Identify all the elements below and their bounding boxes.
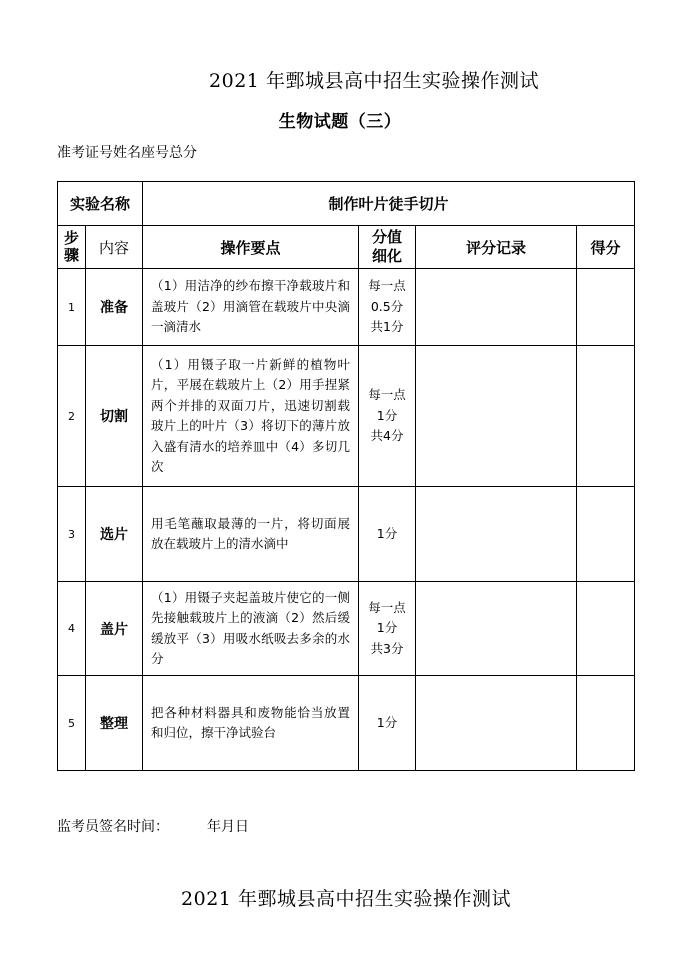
step-number: 3: [58, 487, 86, 582]
col-record: 评分记录: [416, 226, 577, 269]
operation-text: （1）用镊子夹起盖玻片使它的一侧先接触载玻片上的液滴（2）然后缓缓放平（3）用吸水纸吸去多余的水分: [143, 582, 359, 676]
table-row: [58, 582, 635, 676]
candidate-info-line: 准考证号姓名座号总分: [57, 145, 197, 161]
operation-text: （1）用洁净的纱布擦干净载玻片和盖玻片（2）用滴管在载玻片中央滴一滴清水: [143, 269, 359, 346]
points-cell[interactable]: [577, 346, 635, 487]
step-content: 切割: [86, 346, 143, 487]
col-score: 分值 细化: [359, 226, 416, 269]
signature-label: 监考员签名时间：: [57, 819, 169, 835]
score-detail: 每一点 1分 共3分: [359, 582, 416, 676]
step-number: 4: [58, 582, 86, 676]
step-content: 准备: [86, 269, 143, 346]
points-cell[interactable]: [577, 582, 635, 676]
operation-text: （1）用镊子取一片新鲜的植物叶片，平展在载玻片上（2）用手捏紧两个并排的双面刀片，迅速切割载玻片上的叶片（3）将切下的薄片放入盛有清水的培养皿中（4）多切几次: [143, 346, 359, 487]
step-content: 选片: [86, 487, 143, 582]
step-number: 5: [58, 676, 86, 771]
record-cell[interactable]: [416, 487, 577, 582]
scoring-table: [57, 181, 635, 771]
step-content: 盖片: [86, 582, 143, 676]
step-number: 2: [58, 346, 86, 487]
points-cell[interactable]: [577, 269, 635, 346]
record-cell[interactable]: [416, 346, 577, 487]
table-row: [58, 676, 635, 771]
score-detail: 1分: [359, 676, 416, 771]
col-points: 得分: [577, 226, 635, 269]
page-title-repeat: 2021 年鄄城县高中招生实验操作测试: [181, 888, 511, 910]
points-cell[interactable]: [577, 676, 635, 771]
col-step: 步 骤: [58, 226, 86, 269]
score-detail: 1分: [359, 487, 416, 582]
col-content: 内容: [86, 226, 143, 269]
table-row: [58, 487, 635, 582]
step-content: 整理: [86, 676, 143, 771]
score-detail: 每一点 0.5分 共1分: [359, 269, 416, 346]
record-cell[interactable]: [416, 676, 577, 771]
page-title: 2021 年鄄城县高中招生实验操作测试: [209, 70, 539, 92]
experiment-name-row: [58, 182, 635, 226]
step-number: 1: [58, 269, 86, 346]
page-subtitle: 生物试题（三）: [278, 112, 402, 132]
table-row: [58, 269, 635, 346]
signature-line: [57, 816, 249, 836]
operation-text: 把各种材料器具和废物能恰当放置和归位，擦干净试验台: [143, 676, 359, 771]
table-row: [58, 346, 635, 487]
column-header-row: [58, 226, 635, 269]
experiment-name-label: 实验名称: [58, 182, 143, 226]
record-cell[interactable]: [416, 582, 577, 676]
date-label: 年月日: [207, 819, 249, 835]
col-operation: 操作要点: [143, 226, 359, 269]
score-detail: 每一点 1分 共4分: [359, 346, 416, 487]
experiment-name: 制作叶片徒手切片: [143, 182, 635, 226]
points-cell[interactable]: [577, 487, 635, 582]
operation-text: 用毛笔蘸取最薄的一片，将切面展放在载玻片上的清水滴中: [143, 487, 359, 582]
record-cell[interactable]: [416, 269, 577, 346]
